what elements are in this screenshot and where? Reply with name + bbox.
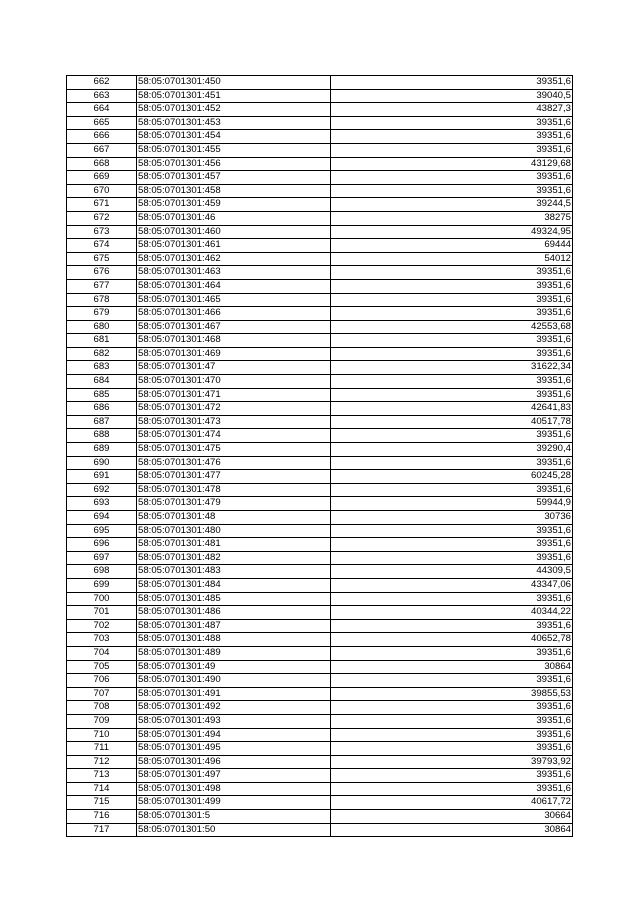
cadastral-number-cell: 58:05:0701301:458: [137, 184, 331, 198]
cadastral-value-cell: 43347,06: [331, 578, 573, 592]
cadastral-value-cell: 39351,6: [331, 592, 573, 606]
table-row: [67, 551, 573, 565]
cadastral-value-cell: 38275: [331, 211, 573, 225]
cadastral-number-cell: 58:05:0701301:459: [137, 198, 331, 212]
cadastral-value-cell: 39351,6: [331, 742, 573, 756]
row-number-cell: 714: [67, 782, 137, 796]
cadastral-value-cell: 39351,6: [331, 279, 573, 293]
row-number-cell: 665: [67, 116, 137, 130]
cadastral-value-cell: 30864: [331, 660, 573, 674]
cadastral-number-cell: 58:05:0701301:48: [137, 511, 331, 525]
cadastral-number-cell: 58:05:0701301:50: [137, 823, 331, 837]
table-row: [67, 184, 573, 198]
cadastral-number-cell: 58:05:0701301:482: [137, 551, 331, 565]
cadastral-value-cell: 40617,72: [331, 796, 573, 810]
table-row: [67, 279, 573, 293]
table-row: [67, 211, 573, 225]
cadastral-value-cell: 39351,6: [331, 714, 573, 728]
cadastral-number-cell: 58:05:0701301:499: [137, 796, 331, 810]
row-number-cell: 712: [67, 755, 137, 769]
table-row: [67, 130, 573, 144]
row-number-cell: 675: [67, 252, 137, 266]
cadastral-number-cell: 58:05:0701301:489: [137, 646, 331, 660]
cadastral-number-cell: 58:05:0701301:47: [137, 361, 331, 375]
table-row: [67, 143, 573, 157]
cadastral-number-cell: 58:05:0701301:470: [137, 375, 331, 389]
cadastral-value-cell: 39351,6: [331, 619, 573, 633]
row-number-cell: 680: [67, 320, 137, 334]
cadastral-value-cell: 39351,6: [331, 429, 573, 443]
cadastral-number-cell: 58:05:0701301:490: [137, 674, 331, 688]
cadastral-number-cell: 58:05:0701301:475: [137, 443, 331, 457]
cadastral-value-cell: 39351,6: [331, 538, 573, 552]
cadastral-value-cell: 40652,78: [331, 633, 573, 647]
row-number-cell: 702: [67, 619, 137, 633]
row-number-cell: 663: [67, 89, 137, 103]
row-number-cell: 676: [67, 266, 137, 280]
table-row: [67, 429, 573, 443]
table-row: [67, 266, 573, 280]
row-number-cell: 707: [67, 687, 137, 701]
cadastral-number-cell: 58:05:0701301:463: [137, 266, 331, 280]
cadastral-value-cell: 39351,6: [331, 483, 573, 497]
cadastral-number-cell: 58:05:0701301:452: [137, 103, 331, 117]
cadastral-number-cell: 58:05:0701301:474: [137, 429, 331, 443]
table-row: [67, 198, 573, 212]
cadastral-number-cell: 58:05:0701301:478: [137, 483, 331, 497]
cadastral-value-cell: 39351,6: [331, 116, 573, 130]
cadastral-number-cell: 58:05:0701301:457: [137, 171, 331, 185]
table-row: [67, 239, 573, 253]
row-number-cell: 671: [67, 198, 137, 212]
cadastral-value-cell: 39855,53: [331, 687, 573, 701]
table-row: [67, 592, 573, 606]
row-number-cell: 695: [67, 524, 137, 538]
table-row: [67, 769, 573, 783]
table-row: [67, 375, 573, 389]
cadastral-number-cell: 58:05:0701301:467: [137, 320, 331, 334]
row-number-cell: 688: [67, 429, 137, 443]
row-number-cell: 697: [67, 551, 137, 565]
table-row: [67, 293, 573, 307]
table-row: [67, 103, 573, 117]
table-row: [67, 402, 573, 416]
cadastral-value-cell: 39244,5: [331, 198, 573, 212]
row-number-cell: 715: [67, 796, 137, 810]
cadastral-value-cell: 43827,3: [331, 103, 573, 117]
table-row: [67, 334, 573, 348]
cadastral-value-cell: 39351,6: [331, 782, 573, 796]
cadastral-value-cell: 40344,22: [331, 606, 573, 620]
row-number-cell: 700: [67, 592, 137, 606]
cadastral-number-cell: 58:05:0701301:49: [137, 660, 331, 674]
cadastral-value-cell: 39290,4: [331, 443, 573, 457]
cadastral-number-cell: 58:05:0701301:465: [137, 293, 331, 307]
row-number-cell: 689: [67, 443, 137, 457]
table-row: [67, 810, 573, 824]
cadastral-number-cell: 58:05:0701301:468: [137, 334, 331, 348]
cadastral-number-cell: 58:05:0701301:477: [137, 470, 331, 484]
row-number-cell: 674: [67, 239, 137, 253]
row-number-cell: 677: [67, 279, 137, 293]
table-row: [67, 538, 573, 552]
table-row: [67, 76, 573, 90]
row-number-cell: 698: [67, 565, 137, 579]
cadastral-value-cell: 39351,6: [331, 130, 573, 144]
cadastral-value-cell: 39351,6: [331, 184, 573, 198]
cadastral-number-cell: 58:05:0701301:494: [137, 728, 331, 742]
cadastral-value-cell: 30664: [331, 810, 573, 824]
row-number-cell: 692: [67, 483, 137, 497]
row-number-cell: 681: [67, 334, 137, 348]
cadastral-number-cell: 58:05:0701301:461: [137, 239, 331, 253]
table-row: [67, 361, 573, 375]
cadastral-value-cell: 43129,68: [331, 157, 573, 171]
cadastral-number-cell: 58:05:0701301:476: [137, 456, 331, 470]
row-number-cell: 693: [67, 497, 137, 511]
row-number-cell: 705: [67, 660, 137, 674]
row-number-cell: 706: [67, 674, 137, 688]
row-number-cell: 717: [67, 823, 137, 837]
table-row: [67, 674, 573, 688]
cadastral-number-cell: 58:05:0701301:472: [137, 402, 331, 416]
row-number-cell: 710: [67, 728, 137, 742]
table-row: [67, 511, 573, 525]
table-row: [67, 728, 573, 742]
cadastral-number-cell: 58:05:0701301:491: [137, 687, 331, 701]
cadastral-value-cell: 59944,9: [331, 497, 573, 511]
cadastral-value-cell: 30864: [331, 823, 573, 837]
row-number-cell: 713: [67, 769, 137, 783]
cadastral-value-table: [66, 75, 573, 837]
cadastral-value-cell: 39351,6: [331, 143, 573, 157]
cadastral-value-cell: 39351,6: [331, 456, 573, 470]
cadastral-value-cell: 42553,68: [331, 320, 573, 334]
table-row: [67, 782, 573, 796]
cadastral-value-cell: 39351,6: [331, 76, 573, 90]
row-number-cell: 667: [67, 143, 137, 157]
cadastral-value-cell: 54012: [331, 252, 573, 266]
table-row: [67, 646, 573, 660]
cadastral-value-cell: 39351,6: [331, 728, 573, 742]
table-row: [67, 456, 573, 470]
table-row: [67, 524, 573, 538]
row-number-cell: 694: [67, 511, 137, 525]
row-number-cell: 664: [67, 103, 137, 117]
row-number-cell: 683: [67, 361, 137, 375]
row-number-cell: 687: [67, 415, 137, 429]
cadastral-value-cell: 69444: [331, 239, 573, 253]
cadastral-number-cell: 58:05:0701301:469: [137, 347, 331, 361]
cadastral-number-cell: 58:05:0701301:451: [137, 89, 331, 103]
cadastral-value-cell: 39351,6: [331, 388, 573, 402]
cadastral-number-cell: 58:05:0701301:455: [137, 143, 331, 157]
row-number-cell: 691: [67, 470, 137, 484]
cadastral-number-cell: 58:05:0701301:454: [137, 130, 331, 144]
table-row: [67, 687, 573, 701]
cadastral-number-cell: 58:05:0701301:483: [137, 565, 331, 579]
row-number-cell: 662: [67, 76, 137, 90]
row-number-cell: 684: [67, 375, 137, 389]
cadastral-value-cell: 44309,5: [331, 565, 573, 579]
table-row: [67, 443, 573, 457]
cadastral-value-cell: 39351,6: [331, 375, 573, 389]
cadastral-number-cell: 58:05:0701301:471: [137, 388, 331, 402]
cadastral-value-cell: 39351,6: [331, 674, 573, 688]
cadastral-value-cell: 39351,6: [331, 347, 573, 361]
table-row: [67, 578, 573, 592]
cadastral-number-cell: 58:05:0701301:453: [137, 116, 331, 130]
cadastral-value-cell: 49324,95: [331, 225, 573, 239]
cadastral-number-cell: 58:05:0701301:464: [137, 279, 331, 293]
cadastral-value-cell: 39351,6: [331, 551, 573, 565]
row-number-cell: 701: [67, 606, 137, 620]
cadastral-number-cell: 58:05:0701301:46: [137, 211, 331, 225]
table-row: [67, 89, 573, 103]
cadastral-value-cell: 39351,6: [331, 171, 573, 185]
row-number-cell: 716: [67, 810, 137, 824]
table-row: [67, 565, 573, 579]
cadastral-value-cell: 39351,6: [331, 701, 573, 715]
cadastral-number-cell: 58:05:0701301:498: [137, 782, 331, 796]
table-row: [67, 252, 573, 266]
row-number-cell: 696: [67, 538, 137, 552]
cadastral-number-cell: 58:05:0701301:481: [137, 538, 331, 552]
cadastral-value-cell: 40517,78: [331, 415, 573, 429]
table-row: [67, 755, 573, 769]
cadastral-value-cell: 39351,6: [331, 266, 573, 280]
row-number-cell: 703: [67, 633, 137, 647]
table-row: [67, 701, 573, 715]
cadastral-number-cell: 58:05:0701301:496: [137, 755, 331, 769]
table-row: [67, 606, 573, 620]
cadastral-value-cell: 39351,6: [331, 524, 573, 538]
cadastral-value-cell: 60245,28: [331, 470, 573, 484]
cadastral-value-cell: 31622,34: [331, 361, 573, 375]
cadastral-number-cell: 58:05:0701301:486: [137, 606, 331, 620]
row-number-cell: 679: [67, 307, 137, 321]
row-number-cell: 685: [67, 388, 137, 402]
table-row: [67, 157, 573, 171]
row-number-cell: 666: [67, 130, 137, 144]
cadastral-number-cell: 58:05:0701301:493: [137, 714, 331, 728]
table-row: [67, 388, 573, 402]
row-number-cell: 669: [67, 171, 137, 185]
row-number-cell: 678: [67, 293, 137, 307]
table-row: [67, 347, 573, 361]
table-row: [67, 660, 573, 674]
cadastral-value-cell: 42641,83: [331, 402, 573, 416]
cadastral-number-cell: 58:05:0701301:5: [137, 810, 331, 824]
cadastral-value-cell: 39351,6: [331, 293, 573, 307]
row-number-cell: 690: [67, 456, 137, 470]
table-row: [67, 320, 573, 334]
row-number-cell: 672: [67, 211, 137, 225]
cadastral-value-cell: 39040,5: [331, 89, 573, 103]
table-row: [67, 633, 573, 647]
table-row: [67, 742, 573, 756]
cadastral-number-cell: 58:05:0701301:484: [137, 578, 331, 592]
row-number-cell: 711: [67, 742, 137, 756]
table-row: [67, 823, 573, 837]
cadastral-number-cell: 58:05:0701301:497: [137, 769, 331, 783]
row-number-cell: 704: [67, 646, 137, 660]
cadastral-value-cell: 30736: [331, 511, 573, 525]
table-row: [67, 619, 573, 633]
cadastral-value-cell: 39351,6: [331, 769, 573, 783]
row-number-cell: 670: [67, 184, 137, 198]
cadastral-value-cell: 39351,6: [331, 307, 573, 321]
table-row: [67, 307, 573, 321]
row-number-cell: 668: [67, 157, 137, 171]
cadastral-number-cell: 58:05:0701301:487: [137, 619, 331, 633]
row-number-cell: 673: [67, 225, 137, 239]
cadastral-number-cell: 58:05:0701301:456: [137, 157, 331, 171]
cadastral-number-cell: 58:05:0701301:495: [137, 742, 331, 756]
row-number-cell: 699: [67, 578, 137, 592]
table-row: [67, 171, 573, 185]
cadastral-number-cell: 58:05:0701301:492: [137, 701, 331, 715]
table-row: [67, 116, 573, 130]
cadastral-number-cell: 58:05:0701301:450: [137, 76, 331, 90]
table-row: [67, 470, 573, 484]
cadastral-number-cell: 58:05:0701301:485: [137, 592, 331, 606]
cadastral-value-cell: 39351,6: [331, 646, 573, 660]
cadastral-value-cell: 39351,6: [331, 334, 573, 348]
cadastral-value-cell: 39793,92: [331, 755, 573, 769]
table-row: [67, 497, 573, 511]
cadastral-number-cell: 58:05:0701301:460: [137, 225, 331, 239]
row-number-cell: 709: [67, 714, 137, 728]
table-row: [67, 796, 573, 810]
cadastral-number-cell: 58:05:0701301:462: [137, 252, 331, 266]
row-number-cell: 686: [67, 402, 137, 416]
cadastral-number-cell: 58:05:0701301:488: [137, 633, 331, 647]
table-row: [67, 225, 573, 239]
table-row: [67, 415, 573, 429]
cadastral-number-cell: 58:05:0701301:479: [137, 497, 331, 511]
row-number-cell: 708: [67, 701, 137, 715]
cadastral-number-cell: 58:05:0701301:466: [137, 307, 331, 321]
cadastral-number-cell: 58:05:0701301:473: [137, 415, 331, 429]
table-body: [67, 76, 573, 837]
table-row: [67, 483, 573, 497]
row-number-cell: 682: [67, 347, 137, 361]
table-row: [67, 714, 573, 728]
cadastral-number-cell: 58:05:0701301:480: [137, 524, 331, 538]
